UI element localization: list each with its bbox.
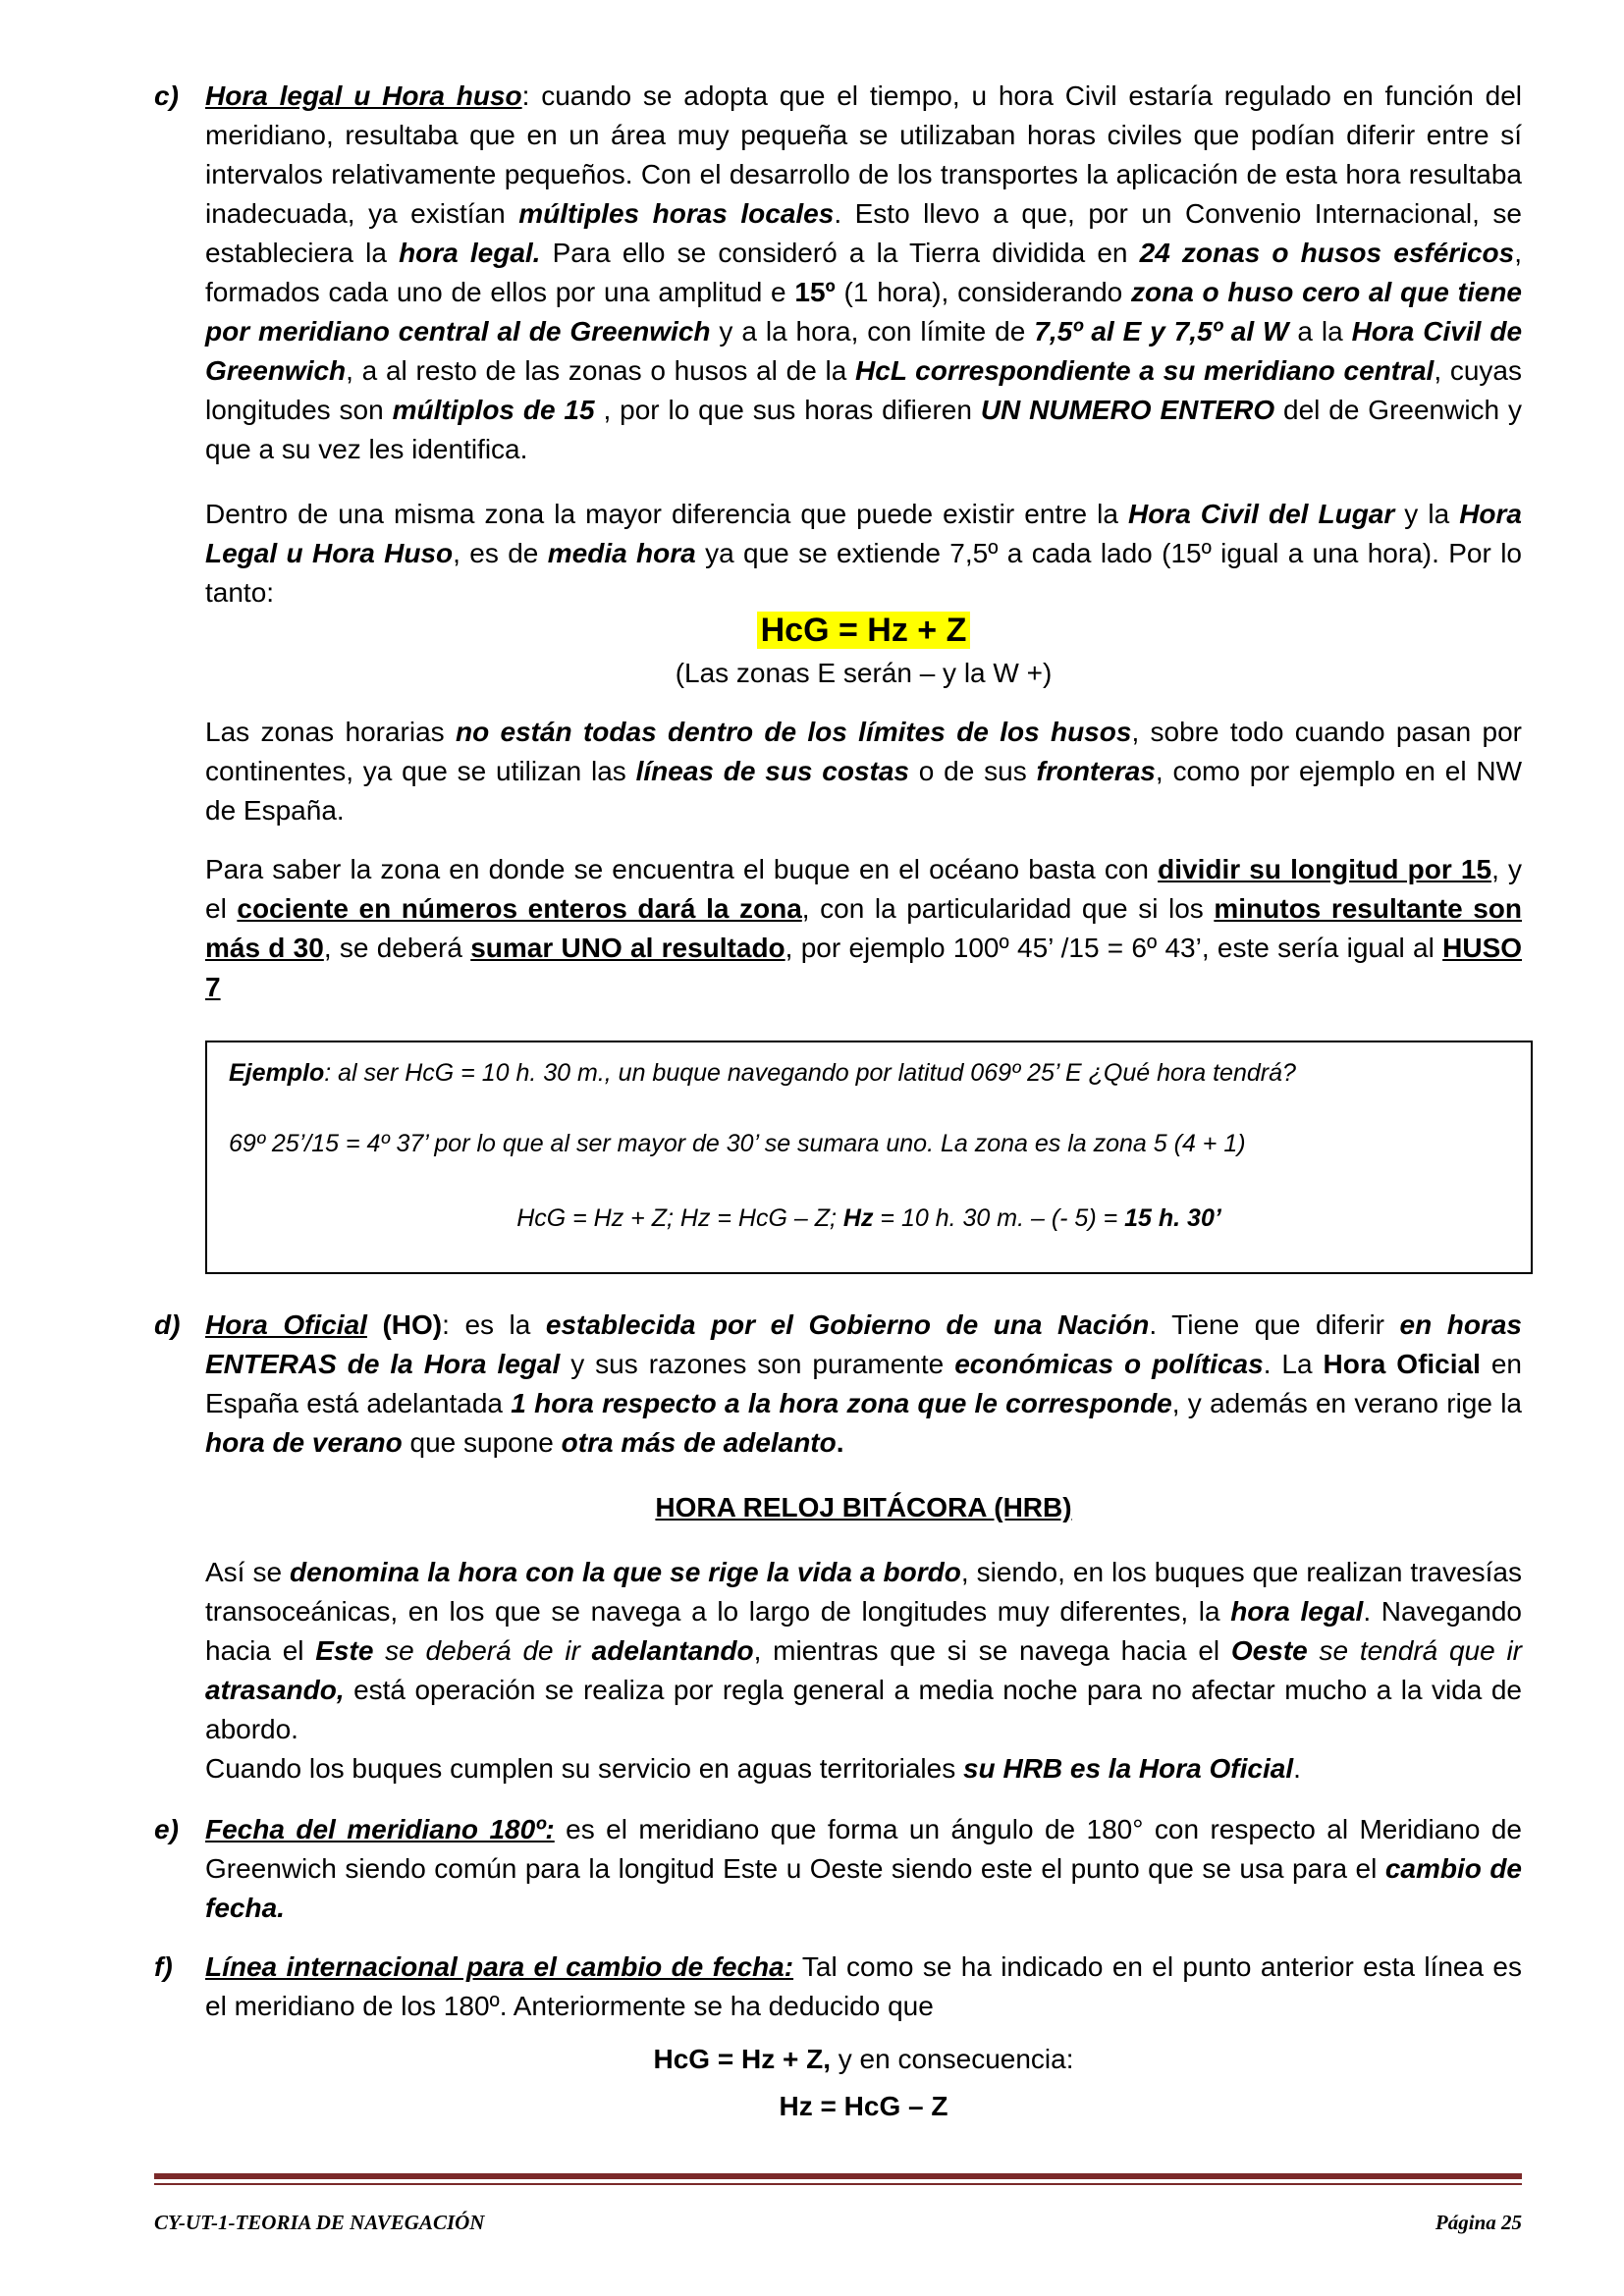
footer-title: CY-UT-1-TEORIA DE NAVEGACIÓN	[154, 2211, 485, 2234]
section-d-paragraph-3: Cuando los buques cumplen su servicio en aguas territoriales su HRB es la Hora Oficial.	[205, 1753, 1301, 1784]
formula-line-2: Hz = HcG – Z	[779, 2091, 948, 2121]
formula-note: (Las zonas E serán – y la W +)	[675, 658, 1053, 688]
section-heading-hrb: HORA RELOJ BITÁCORA (HRB)	[655, 1492, 1072, 1522]
page-number: Página 25	[1435, 2211, 1522, 2234]
example-line-1: Ejemplo: al ser HcG = 10 h. 30 m., un buque navegando por latitud 069º 25’ E ¿Qué hora tendrá?	[229, 1059, 1296, 1087]
section-e-label: e)	[154, 1814, 179, 1844]
section-d-paragraph-2: Así se denomina la hora con la que se rige la vida a bordo, siendo, en los buques que realizan travesías transoceánicas, en los que se navega a lo largo de longitudes muy diferentes, la hora legal. Navegando hacia el Este se deberá de ir adelantando, mientras que si se navega hacia el Oeste se tendrá que ir atrasando, está operación se realiza por regla general a media noche para no afectar mucho a la vida de abordo.	[205, 1557, 1523, 1744]
section-f-label: f)	[154, 1951, 173, 1982]
section-c-paragraph-1: Hora legal u Hora huso: cuando se adopta que el tiempo, u hora Civil estaría regulado en función del meridiano, resultaba que en un área muy pequeña se utilizaban horas civiles que podían diferir entre sí intervalos relativamente pequeños. Con el desarrollo de los transportes la aplicación de esta hora resultaba inadecuada, ya existían múltiples horas locales. Esto llevo a que, por un Convenio Internacional, se estableciera la hora legal. Para ello se consideró a la Tierra dividida en 24 zonas o husos esféricos, formados cada uno de ellos por una amplitud e 15º (1 hora), considerando zona o huso cero al que tiene por meridiano central al de Greenwich y a la hora, con límite de 7,5º al E y 7,5º al W a la Hora Civil de Greenwich, a al resto de las zonas o husos al de la HcL correspondiente a su meridiano central, cuyas longitudes son múltiplos de 15 , por lo que sus horas difieren UN NUMERO ENTERO del de Greenwich y que a su vez les identifica.	[205, 80, 1523, 464]
footer-rule-thick	[154, 2173, 1522, 2179]
formula-hcg: HcG = Hz + Z	[757, 612, 971, 649]
section-c-paragraph-2: Dentro de una misma zona la mayor diferencia que puede existir entre la Hora Civil del Lugar y la Hora Legal u Hora Huso, es de media hora ya que se extiende 7,5º a cada lado (15º igual a una hora). Por lo tanto:	[205, 499, 1522, 608]
footer-rule-thin	[154, 2183, 1522, 2185]
section-c-label: c)	[154, 80, 179, 111]
section-c-paragraph-4: Para saber la zona en donde se encuentra el buque en el océano basta con dividir su longitud por 15, y el cociente en números enteros dará la zona, con la particularidad que si los minutos resultante son más d 30, se deberá sumar UNO al resultado, por ejemplo 100º 45’ /15 = 6º 43’, este sería igual al HUSO 7	[205, 854, 1523, 1002]
section-d-label: d)	[154, 1309, 181, 1340]
section-f-paragraph-1: Línea internacional para el cambio de fecha: Tal como se ha indicado en el punto anterior esta línea es el meridiano de los 180º. Anteriormente se ha deducido que	[205, 1951, 1522, 2021]
formula-highlighted	[205, 611, 1522, 652]
example-line-3: HcG = Hz + Z; Hz = HcG – Z; Hz = 10 h. 30 m. – (- 5) = 15 h. 30’	[516, 1204, 1221, 1232]
formula-line-1: HcG = Hz + Z, y en consecuencia:	[653, 2044, 1074, 2074]
section-c-paragraph-3: Las zonas horarias no están todas dentro de los límites de los husos, sobre todo cuando pasan por continentes, ya que se utilizan las líneas de sus costas o de sus fronteras, como por ejemplo en el NW de España.	[205, 717, 1523, 826]
example-box	[205, 1041, 1533, 1274]
example-line-2: 69º 25’/15 = 4º 37’ por lo que al ser mayor de 30’ se sumara uno. La zona es la zona 5 (4 + 1)	[229, 1130, 1246, 1157]
section-e-paragraph-1: Fecha del meridiano 180º: es el meridiano que forma un ángulo de 180° con respecto al Meridiano de Greenwich siendo común para la longitud Este u Oeste siendo este el punto que se usa para el cambio de fecha.	[205, 1814, 1522, 1923]
section-d-paragraph-1: Hora Oficial (HO): es la establecida por el Gobierno de una Nación. Tiene que diferir en horas ENTERAS de la Hora legal y sus razones son puramente económicas o políticas. La Hora Oficial en España está adelantada 1 hora respecto a la hora zona que le corresponde, y además en verano rige la hora de verano que supone otra más de adelanto.	[205, 1309, 1523, 1458]
